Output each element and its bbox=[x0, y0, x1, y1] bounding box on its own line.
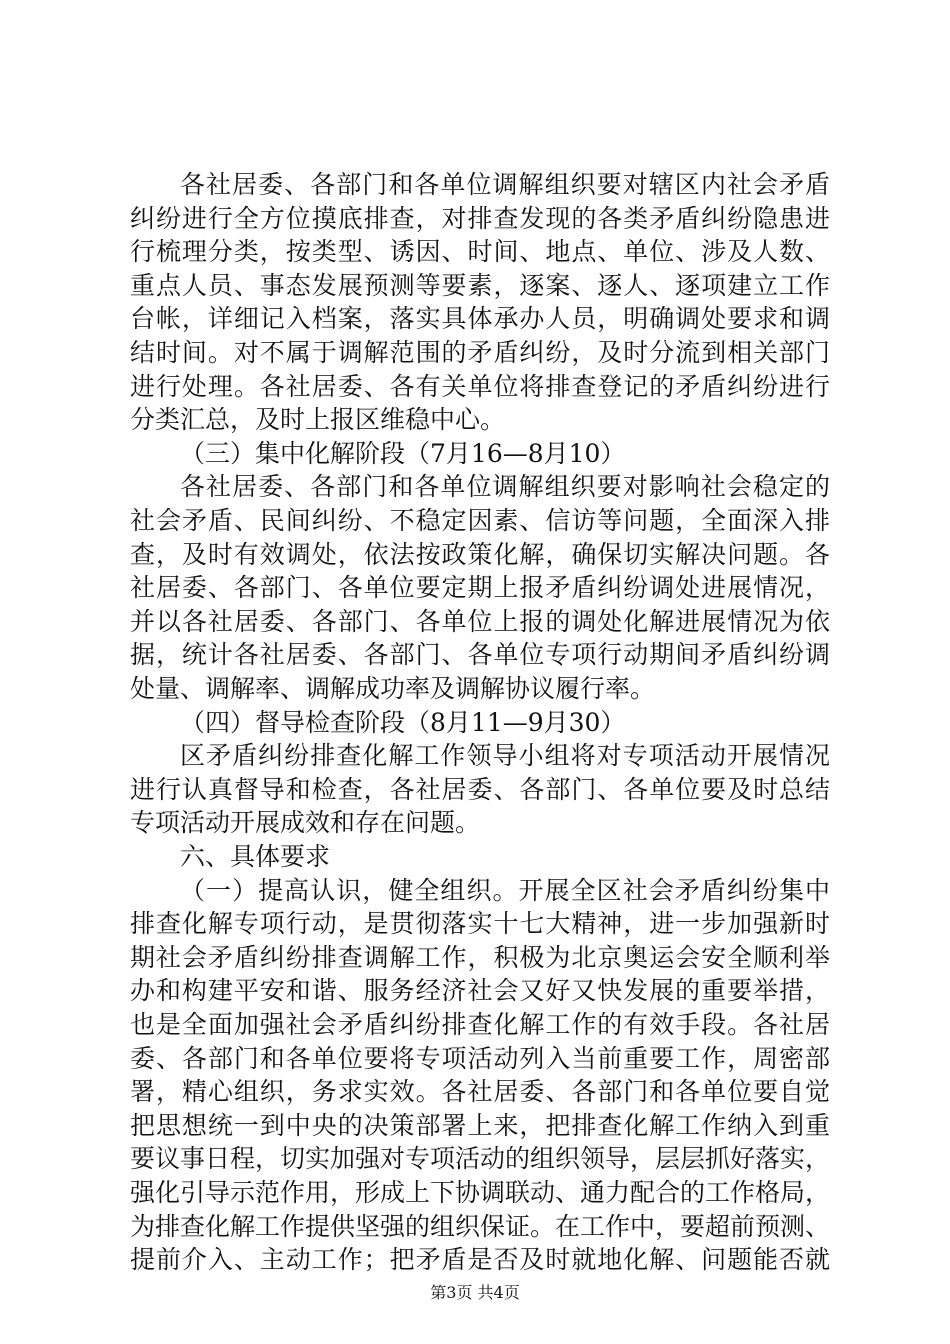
section-heading: 六、具体要求 bbox=[180, 842, 331, 871]
paragraph-line: 委、各部门和各单位要将专项活动列入当前重要工作，周密部 bbox=[130, 1043, 830, 1073]
paragraph-line: 纠纷进行全方位摸底排查，对排查发现的各类矛盾纠纷隐患进 bbox=[130, 203, 830, 233]
paragraph-line: 提前介入、主动工作；把矛盾是否及时就地化解、问题能否就 bbox=[130, 1245, 830, 1275]
paragraph-line: 期社会矛盾纠纷排查调解工作，积极为北京奥运会安全顺利举 bbox=[130, 942, 830, 972]
paragraph-line: 区矛盾纠纷排查化解工作领导小组将对专项活动开展情况 bbox=[180, 741, 830, 771]
page-number-footer: 第3页 共4页 bbox=[430, 1283, 520, 1302]
paragraph-line: 把思想统一到中央的决策部署上来，把排查化解工作纳入到重 bbox=[130, 1110, 830, 1140]
paragraph-line: 重点人员、事态发展预测等要素，逐案、逐人、逐项建立工作 bbox=[130, 270, 830, 300]
paragraph-line: 为排查化解工作提供坚强的组织保证。在工作中，要超前预测、 bbox=[130, 1211, 831, 1241]
paragraph-line: 处量、调解率、调解成功率及调解协议履行率。 bbox=[130, 674, 656, 703]
section-heading: （四）督导检查阶段（8月11—9月30） bbox=[180, 707, 626, 737]
section-heading: （三）集中化解阶段（7月16—8月10） bbox=[180, 438, 626, 468]
paragraph-line: 各社居委、各部门和各单位调解组织要对辖区内社会矛盾 bbox=[180, 170, 830, 199]
paragraph-line: 进行认真督导和检查，各社居委、各部门、各单位要及时总结 bbox=[130, 774, 830, 804]
paragraph-line: 并以各社居委、各部门、各单位上报的调处化解进展情况为依 bbox=[130, 606, 830, 636]
paragraph-line: 进行处理。各社居委、各有关单位将排查登记的矛盾纠纷进行 bbox=[130, 371, 830, 401]
paragraph-line: 结时间。对不属于调解范围的矛盾纠纷，及时分流到相关部门 bbox=[130, 338, 830, 367]
paragraph-line: 行梳理分类，按类型、诱因、时间、地点、单位、涉及人数、 bbox=[130, 237, 830, 267]
paragraph-line: 社居委、各部门、各单位要定期上报矛盾纠纷调处进展情况， bbox=[130, 573, 830, 603]
paragraph-line: 各社居委、各部门和各单位调解组织要对影响社会稳定的 bbox=[180, 472, 830, 502]
paragraph-line: 要议事日程，切实加强对专项活动的组织领导，层层抓好落实， bbox=[130, 1144, 831, 1174]
paragraph-line: 署，精心组织，务求实效。各社居委、各部门和各单位要自觉 bbox=[130, 1077, 830, 1107]
paragraph-line: 社会矛盾、民间纠纷、不稳定因素、信访等问题，全面深入排 bbox=[130, 506, 830, 535]
paragraph-line: （一）提高认识，健全组织。开展全区社会矛盾纠纷集中 bbox=[180, 875, 830, 905]
paragraph-line: 据，统计各社居委、各部门、各单位专项行动期间矛盾纠纷调 bbox=[130, 640, 830, 670]
paragraph-line: 查，及时有效调处，依法按政策化解，确保切实解决问题。各 bbox=[130, 539, 830, 569]
paragraph-line: 强化引导示范作用，形成上下协调联动、通力配合的工作格局， bbox=[130, 1178, 831, 1207]
paragraph-line: 专项活动开展成效和存在问题。 bbox=[130, 808, 481, 838]
paragraph-line: 也是全面加强社会矛盾纠纷排查化解工作的有效手段。各社居 bbox=[130, 1010, 830, 1039]
paragraph-line: 办和构建平安和谐、服务经济社会又好又快发展的重要举措， bbox=[130, 976, 830, 1006]
paragraph-line: 分类汇总，及时上报区维稳中心。 bbox=[130, 405, 506, 435]
paragraph-line: 排查化解专项行动，是贯彻落实十七大精神，进一步加强新时 bbox=[130, 909, 830, 939]
paragraph-line: 台帐，详细记入档案，落实具体承办人员，明确调处要求和调 bbox=[130, 304, 830, 334]
